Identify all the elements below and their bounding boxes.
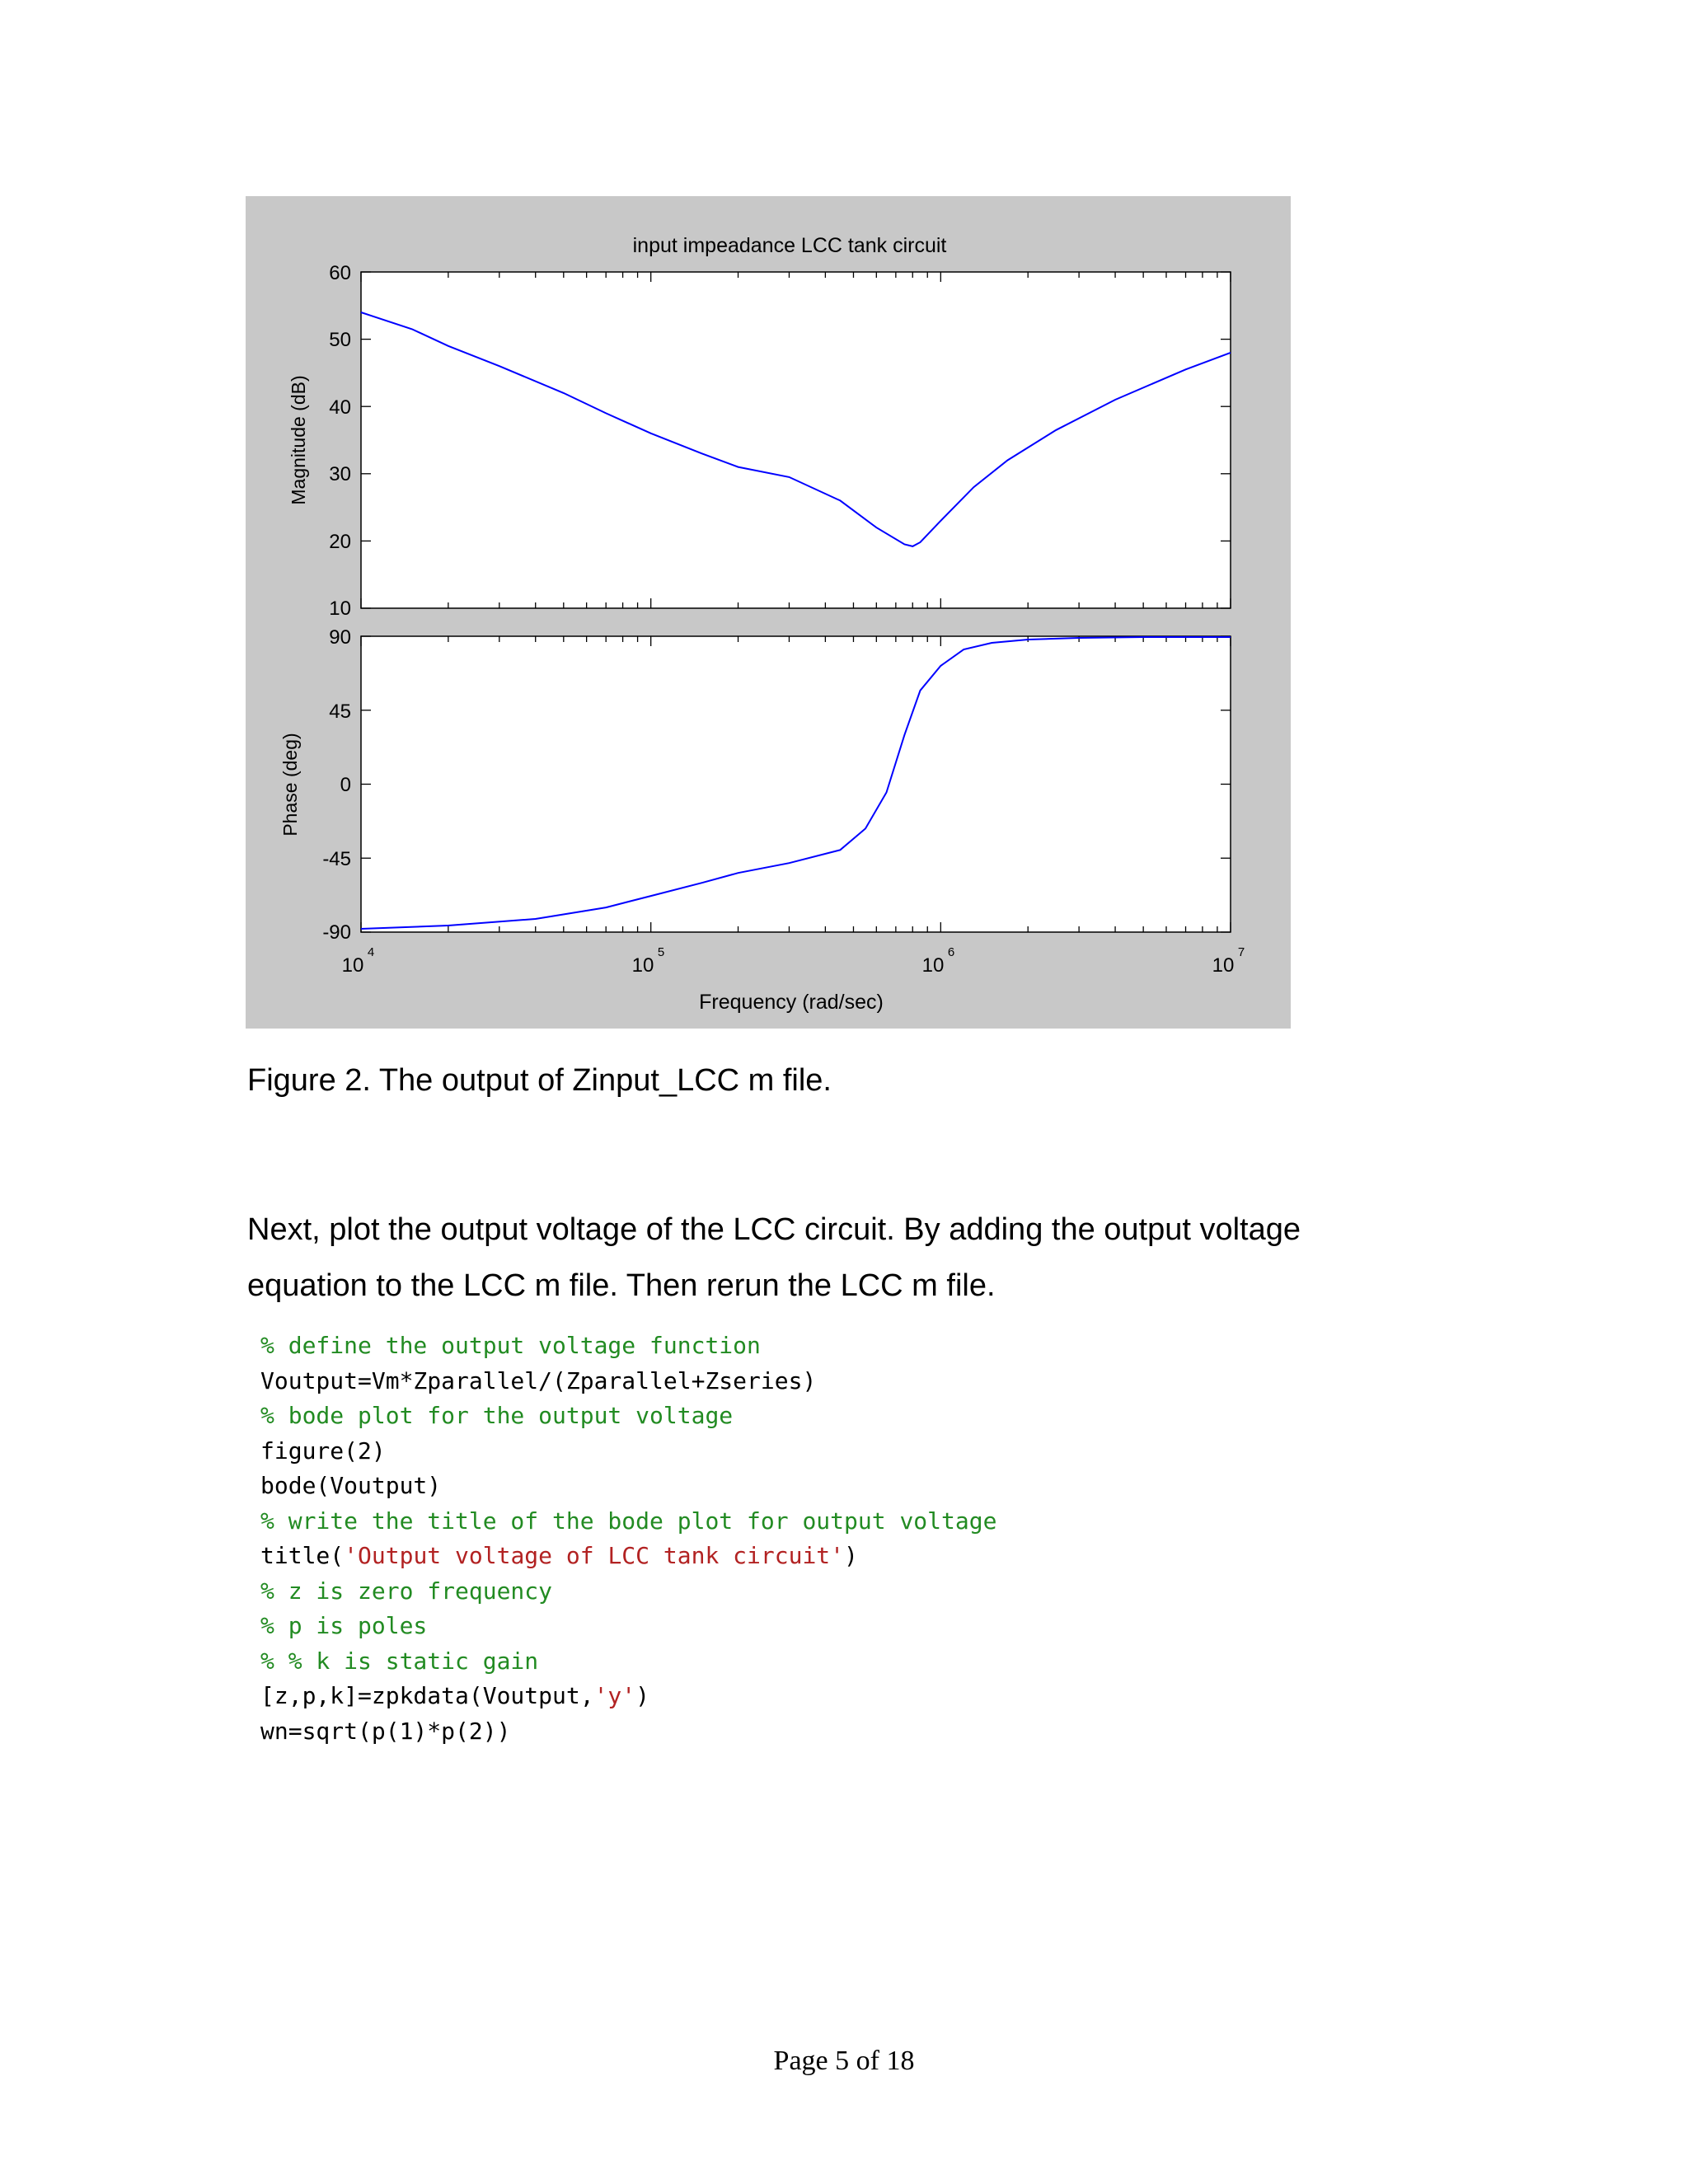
paragraph-line-1: Next, plot the output voltage of the LCC circuit. By adding the output voltage [247, 1212, 1301, 1247]
mag-ytick-label: 30 [329, 463, 351, 485]
code-line: wn=sqrt(p(1)*p(2)) [260, 1717, 511, 1745]
code-line: Voutput=Vm*Zparallel/(Zparallel+Zseries) [260, 1366, 817, 1394]
mag-ytick-label: 50 [329, 329, 351, 351]
bode-figure [246, 196, 1291, 1029]
code-comment: % z is zero frequency [260, 1577, 553, 1605]
xtick-label-base: 10 [631, 954, 654, 977]
mag-ytick-label: 10 [329, 598, 351, 620]
xtick-label-exp: 5 [657, 945, 665, 959]
code-line [260, 1539, 996, 1574]
phase-ytick-label: -90 [322, 921, 351, 944]
page-number: Page 5 of 18 [773, 2046, 915, 2076]
xtick-label-base: 10 [1212, 954, 1235, 977]
code-token: [z,p,k]=zpkdata(Voutput, [260, 1682, 594, 1709]
magnitude-axes [361, 272, 1231, 608]
xtick-label-exp: 4 [367, 945, 375, 959]
code-comment: % % k is static gain [260, 1647, 539, 1675]
code-token: ) [844, 1542, 858, 1569]
xtick-label-base: 10 [921, 954, 945, 977]
code-comment: % define the output voltage function [260, 1332, 761, 1359]
phase-ylabel: Phase (deg) [279, 733, 301, 837]
xtick-label-exp: 7 [1237, 945, 1245, 959]
xtick-label-base: 10 [341, 954, 364, 977]
xtick-label-exp: 6 [947, 945, 955, 959]
code-line: figure(2) [260, 1436, 386, 1465]
mag-ytick-label: 40 [329, 396, 351, 419]
mag-ytick-label: 20 [329, 531, 351, 553]
paragraph-line-2: equation to the LCC m file. Then rerun the LCC m file. [247, 1268, 996, 1303]
code-line [260, 1679, 996, 1714]
code-token: title( [260, 1542, 345, 1569]
code-string: 'Output voltage of LCC tank circuit' [344, 1542, 845, 1569]
magnitude-ylabel: Magnitude (dB) [288, 375, 309, 505]
code-token: ) [635, 1682, 650, 1709]
frequency-xlabel: Frequency (rad/sec) [699, 991, 884, 1014]
bode-plot-canvas [246, 196, 1291, 1029]
mag-ytick-label: 60 [329, 262, 351, 284]
phase-ytick-label: -45 [322, 848, 351, 870]
phase-axes [361, 636, 1231, 932]
code-comment: % bode plot for the output voltage [260, 1402, 734, 1429]
code-comment: % p is poles [260, 1612, 428, 1639]
phase-ytick-label: 90 [329, 626, 351, 649]
code-string: 'y' [593, 1682, 636, 1709]
figure-caption: Figure 2. The output of Zinput_LCC m file. [247, 1063, 832, 1098]
magnitude-title: input impeadance LCC tank circuit [632, 234, 947, 257]
code-comment: % write the title of the bode plot for output voltage [260, 1507, 997, 1535]
code-block [260, 1329, 996, 1749]
code-line: bode(Voutput) [260, 1472, 442, 1499]
phase-ytick-label: 0 [340, 774, 351, 796]
phase-ytick-label: 45 [329, 701, 351, 723]
